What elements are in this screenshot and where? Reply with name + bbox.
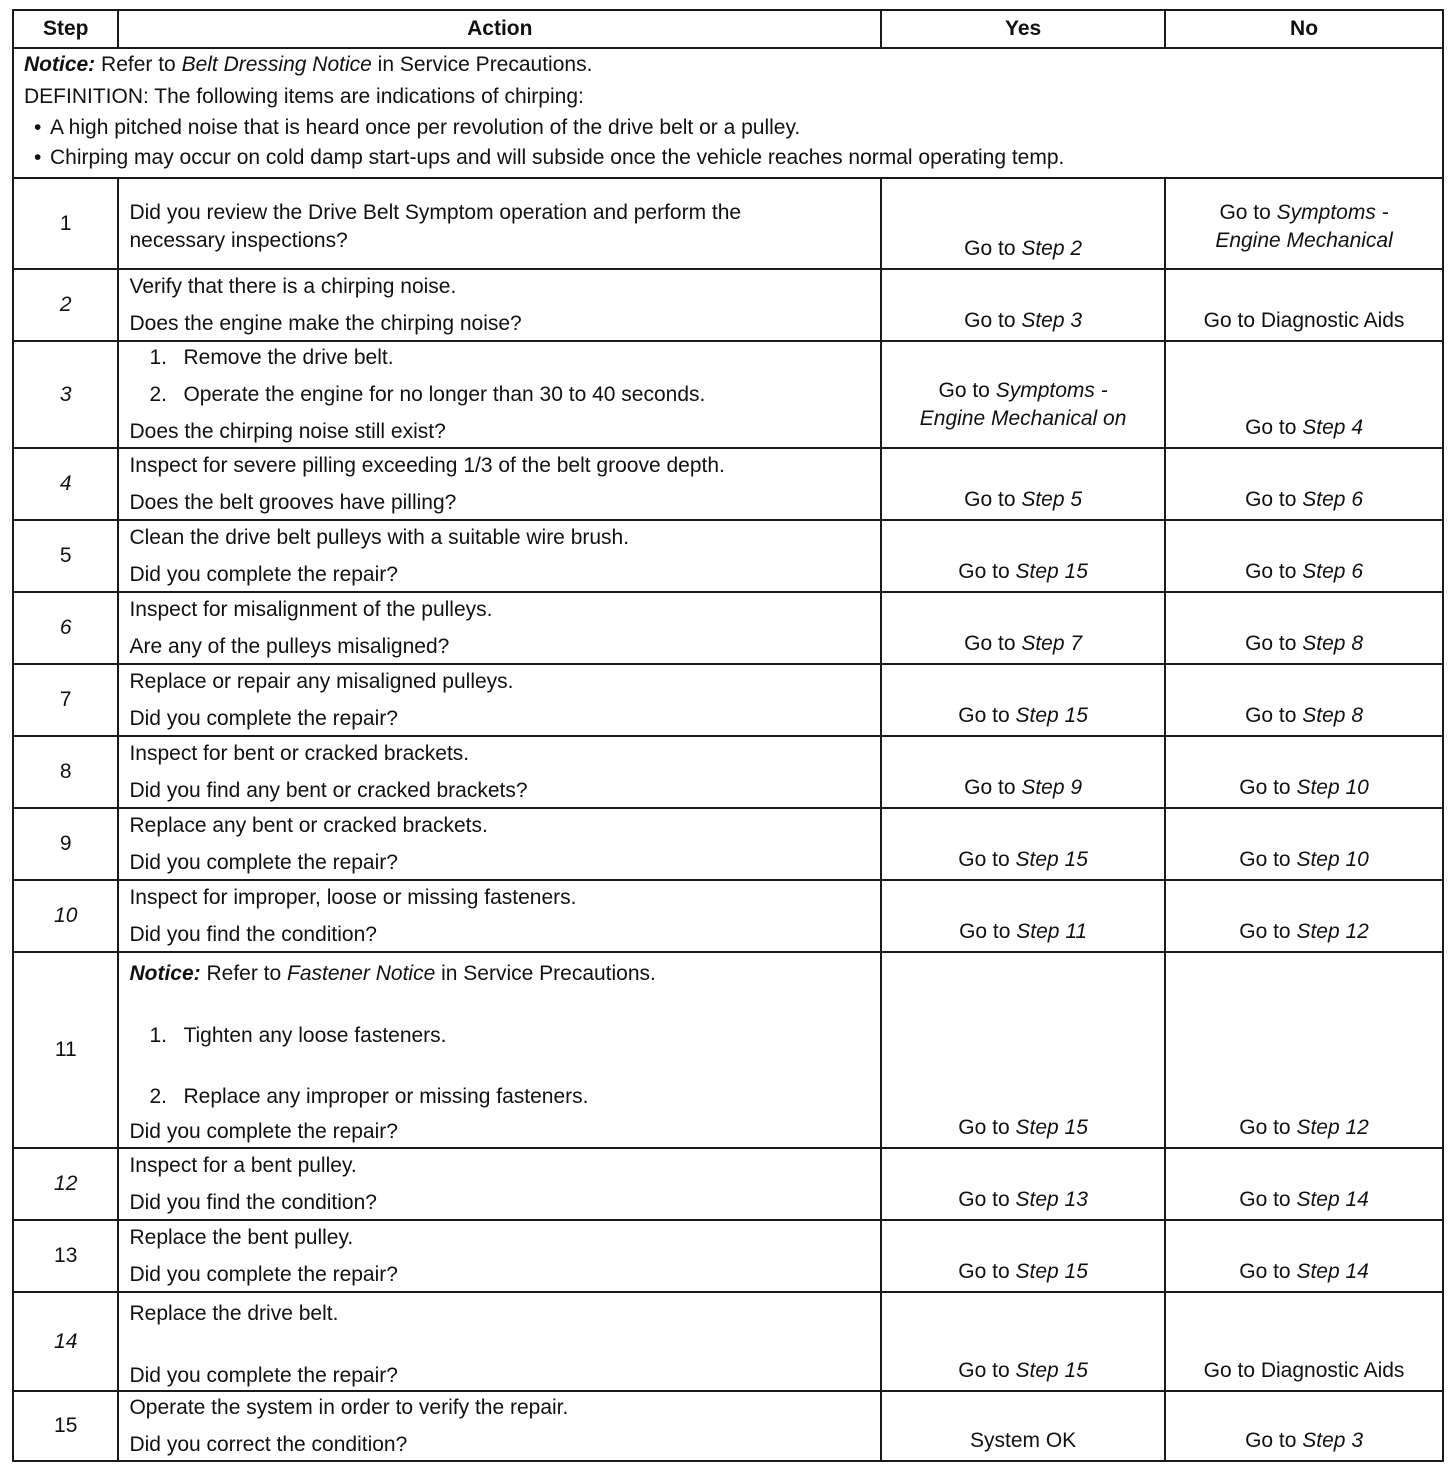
- step-number: 11: [13, 952, 118, 1148]
- no-cell: [1165, 448, 1443, 520]
- action-text: Clean the drive belt pulleys with a suitable wire brush.: [129, 525, 630, 549]
- yes-cell: [881, 448, 1165, 520]
- notice-label: Notice:: [24, 53, 96, 77]
- goto-step: Step 15: [1015, 559, 1088, 583]
- yes-cell: [881, 1220, 1165, 1292]
- action-question: Did you complete the repair?: [129, 563, 398, 586]
- action-text: Inspect for misalignment of the pulleys.: [129, 597, 493, 621]
- action-text: Did you review the Drive Belt Symptom operation and perform the: [129, 201, 742, 225]
- no-goto: Go to Diagnostic Aids: [1203, 308, 1405, 332]
- goto-step: Step 8: [1302, 703, 1363, 727]
- goto-prefix: Go to: [964, 236, 1022, 260]
- yes-cell: [881, 520, 1165, 592]
- table-row-step-14: [13, 1292, 1443, 1391]
- step-number: 8: [13, 736, 118, 808]
- goto-step: Step 4: [1302, 415, 1363, 439]
- goto-step: Step 14: [1296, 1259, 1369, 1283]
- goto-step: Step 6: [1302, 487, 1363, 511]
- substep-number: 1.: [149, 1023, 167, 1047]
- goto-step: Step 15: [1015, 1358, 1088, 1382]
- no-cell: [1165, 808, 1443, 880]
- header-no: No: [1165, 10, 1443, 48]
- action-substep: [129, 1083, 870, 1110]
- action-question: Did you complete the repair?: [129, 851, 398, 874]
- goto-target: Engine Mechanical on: [919, 406, 1127, 430]
- goto-prefix: Go to: [958, 559, 1016, 583]
- header-action: Action: [118, 10, 881, 48]
- goto-step: Step 13: [1015, 1187, 1088, 1211]
- table-row-step-8: [13, 736, 1443, 808]
- action-text: Inspect for a bent pulley.: [129, 1153, 357, 1177]
- goto-step: Step 6: [1302, 559, 1363, 583]
- goto-prefix: Go to: [964, 308, 1022, 332]
- goto-prefix: Go to: [1239, 919, 1297, 943]
- action-cell: [118, 1148, 881, 1220]
- no-cell: [1165, 341, 1443, 448]
- table-row-step-9: [13, 808, 1443, 880]
- action-cell: [118, 736, 881, 808]
- action-question: Did you complete the repair?: [129, 1263, 398, 1286]
- no-cell: [1165, 736, 1443, 808]
- goto-step: Step 12: [1296, 919, 1369, 943]
- notice-cell: [13, 48, 1443, 178]
- action-text: Inspect for improper, loose or missing fasteners.: [129, 885, 577, 909]
- table-row-step-15: [13, 1391, 1443, 1461]
- action-question: Did you correct the condition?: [129, 1433, 408, 1456]
- goto-prefix: Go to: [964, 487, 1022, 511]
- step-number: 15: [13, 1391, 118, 1461]
- goto-prefix: Go to: [958, 1115, 1016, 1139]
- no-cell: [1165, 592, 1443, 664]
- action-cell: [118, 178, 881, 269]
- yes-cell: [881, 808, 1165, 880]
- goto-prefix: Go to: [1239, 1259, 1297, 1283]
- table-row-step-6: [13, 592, 1443, 664]
- notice-label: Notice:: [129, 962, 201, 986]
- goto-prefix: Go to: [964, 631, 1022, 655]
- goto-prefix: Go to: [958, 1259, 1016, 1283]
- step-number: 13: [13, 1220, 118, 1292]
- goto-target: Symptoms -: [995, 379, 1108, 403]
- goto-prefix: Go to: [1245, 559, 1303, 583]
- definition-line: DEFINITION: The following items are indications of chirping:: [24, 84, 584, 108]
- step-number: 7: [13, 664, 118, 736]
- action-text: Inspect for bent or cracked brackets.: [129, 741, 470, 765]
- step-number: 10: [13, 880, 118, 952]
- no-cell: [1165, 664, 1443, 736]
- goto-prefix: Go to: [958, 847, 1016, 871]
- goto-prefix: Go to: [958, 1187, 1016, 1211]
- header-step: Step: [13, 10, 118, 48]
- action-question: Did you find any bent or cracked brackets?: [129, 779, 528, 802]
- action-cell: [118, 592, 881, 664]
- action-cell: [118, 269, 881, 341]
- step-number: 3: [13, 341, 118, 448]
- goto-step: Step 3: [1021, 308, 1083, 332]
- no-cell: [1165, 1391, 1443, 1461]
- goto-prefix: Go to: [1245, 1428, 1303, 1452]
- action-text: Replace or repair any misaligned pulleys.: [129, 669, 514, 693]
- goto-step: Step 9: [1021, 775, 1083, 799]
- notice-suffix: in Service Precautions.: [371, 53, 593, 77]
- substep-number: 1.: [149, 345, 167, 369]
- table-row-step-11: [13, 952, 1443, 1148]
- table-row-step-7: [13, 664, 1443, 736]
- yes-cell: [881, 341, 1165, 448]
- notice-row: [13, 48, 1443, 178]
- goto-prefix: Go to: [958, 703, 1016, 727]
- goto-step: Step 15: [1015, 703, 1088, 727]
- goto-step: Step 5: [1021, 487, 1083, 511]
- goto-prefix: Go to: [1239, 847, 1297, 871]
- step-number: 9: [13, 808, 118, 880]
- goto-prefix: Go to: [938, 379, 996, 403]
- action-substep: [129, 1022, 870, 1049]
- step-number: 12: [13, 1148, 118, 1220]
- action-text: Inspect for severe pilling exceeding 1/3 of the belt groove depth.: [129, 453, 725, 477]
- header-yes: Yes: [881, 10, 1165, 48]
- yes-cell: [881, 592, 1165, 664]
- step-number: 5: [13, 520, 118, 592]
- table-row-step-3: [13, 341, 1443, 448]
- substep-text: Replace any improper or missing fasteners.: [183, 1085, 589, 1108]
- goto-step: Step 11: [1016, 919, 1088, 943]
- goto-prefix: Go to: [959, 919, 1017, 943]
- action-text: Operate the system in order to verify the repair.: [129, 1395, 569, 1419]
- no-cell: [1165, 952, 1443, 1148]
- action-cell: [118, 664, 881, 736]
- step-number: 14: [13, 1292, 118, 1391]
- no-goto: Go to Diagnostic Aids: [1203, 1358, 1405, 1382]
- table-header-row: [13, 10, 1443, 48]
- yes-cell: [881, 952, 1165, 1148]
- yes-cell: [881, 1148, 1165, 1220]
- definition-bullet: • A high pitched noise that is heard once per revolution of the drive belt or a pulley.: [24, 114, 1432, 141]
- action-question: Does the chirping noise still exist?: [129, 420, 446, 444]
- notice-prefix: Refer to: [200, 962, 288, 986]
- no-goto: [1176, 199, 1432, 226]
- yes-cell: [881, 880, 1165, 952]
- no-cell: [1165, 880, 1443, 952]
- action-question: Did you complete the repair?: [129, 1364, 398, 1387]
- action-substep: [129, 344, 870, 371]
- action-question: Does the engine make the chirping noise?: [129, 312, 522, 335]
- no-cell: [1165, 269, 1443, 341]
- action-question: Does the belt grooves have pilling?: [129, 491, 457, 514]
- yes-cell: [881, 1292, 1165, 1391]
- step-number: 6: [13, 592, 118, 664]
- notice-link: Fastener Notice: [287, 962, 436, 986]
- action-question: Did you find the condition?: [129, 923, 377, 946]
- action-text: necessary inspections?: [129, 228, 348, 252]
- goto-prefix: Go to: [1219, 201, 1277, 225]
- goto-step: Step 10: [1296, 775, 1369, 799]
- step-number: 4: [13, 448, 118, 520]
- goto-target: Engine Mechanical: [1215, 228, 1393, 252]
- table-row-step-13: [13, 1220, 1443, 1292]
- yes-cell: [881, 178, 1165, 269]
- no-cell: [1165, 178, 1443, 269]
- action-cell: [118, 520, 881, 592]
- yes-result: System OK: [970, 1428, 1077, 1452]
- yes-goto: [964, 237, 1082, 260]
- table-row-step-2: [13, 269, 1443, 341]
- yes-goto: [892, 377, 1154, 404]
- action-question: Did you find the condition?: [129, 1191, 377, 1214]
- substep-number: 2.: [149, 382, 167, 406]
- goto-prefix: Go to: [958, 1358, 1016, 1382]
- action-text: Replace the bent pulley.: [129, 1225, 354, 1249]
- goto-step: Step 15: [1015, 1259, 1088, 1283]
- substep-text: Operate the engine for no longer than 30 to 40 seconds.: [183, 382, 706, 406]
- goto-step: Step 14: [1296, 1187, 1369, 1211]
- no-cell: [1165, 1220, 1443, 1292]
- action-text: Replace the drive belt.: [129, 1301, 339, 1325]
- goto-step: Step 15: [1015, 847, 1088, 871]
- action-cell: [118, 1220, 881, 1292]
- yes-cell: [881, 269, 1165, 341]
- action-substep: [129, 381, 870, 408]
- step-notice: [129, 960, 870, 987]
- table-row-step-12: [13, 1148, 1443, 1220]
- yes-cell: [881, 664, 1165, 736]
- notice-line: [24, 51, 1432, 78]
- yes-cell: [881, 736, 1165, 808]
- action-question: Did you complete the repair?: [129, 707, 398, 730]
- goto-prefix: Go to: [1245, 487, 1303, 511]
- goto-step: Step 3: [1302, 1428, 1363, 1452]
- step-number: 2: [13, 269, 118, 341]
- substep-text: Remove the drive belt.: [183, 345, 394, 369]
- yes-cell: [881, 1391, 1165, 1461]
- goto-step: Step 8: [1302, 631, 1363, 655]
- goto-step: Step 12: [1296, 1115, 1369, 1139]
- substep-number: 2.: [149, 1085, 167, 1108]
- table-row-step-10: [13, 880, 1443, 952]
- table-row-step-4: [13, 448, 1443, 520]
- goto-prefix: Go to: [1239, 1115, 1297, 1139]
- action-cell: [118, 341, 881, 448]
- no-cell: [1165, 520, 1443, 592]
- action-question: Are any of the pulleys misaligned?: [129, 635, 450, 658]
- goto-prefix: Go to: [964, 775, 1022, 799]
- notice-prefix: Refer to: [95, 53, 182, 77]
- action-text: Verify that there is a chirping noise.: [129, 274, 457, 298]
- goto-step: Step 7: [1021, 631, 1083, 655]
- no-cell: [1165, 1292, 1443, 1391]
- goto-prefix: Go to: [1245, 703, 1303, 727]
- action-cell: [118, 808, 881, 880]
- goto-step: Step 10: [1296, 847, 1369, 871]
- goto-prefix: Go to: [1239, 1187, 1297, 1211]
- goto-prefix: Go to: [1239, 775, 1297, 799]
- diagnostic-table: [12, 9, 1444, 1462]
- definition-bullet: • Chirping may occur on cold damp start-ups and will subside once the vehicle reaches normal operating temp.: [24, 144, 1432, 171]
- action-cell: [118, 1292, 881, 1391]
- action-cell: [118, 448, 881, 520]
- goto-step: Step 15: [1015, 1115, 1088, 1139]
- action-question: Did you complete the repair?: [129, 1120, 398, 1144]
- no-cell: [1165, 1148, 1443, 1220]
- notice-link: Belt Dressing Notice: [181, 53, 372, 77]
- table-row-step-1: [13, 178, 1443, 269]
- action-cell: [118, 1391, 881, 1461]
- goto-step: Step 2: [1021, 236, 1083, 260]
- table-row-step-5: [13, 520, 1443, 592]
- goto-target: Symptoms -: [1276, 201, 1389, 225]
- action-text: Replace any bent or cracked brackets.: [129, 813, 488, 837]
- substep-text: Tighten any loose fasteners.: [183, 1023, 447, 1047]
- action-cell: [118, 880, 881, 952]
- action-cell: [118, 952, 881, 1148]
- step-number: 1: [13, 178, 118, 269]
- notice-suffix: in Service Precautions.: [435, 962, 656, 986]
- goto-prefix: Go to: [1245, 415, 1303, 439]
- goto-prefix: Go to: [1245, 631, 1303, 655]
